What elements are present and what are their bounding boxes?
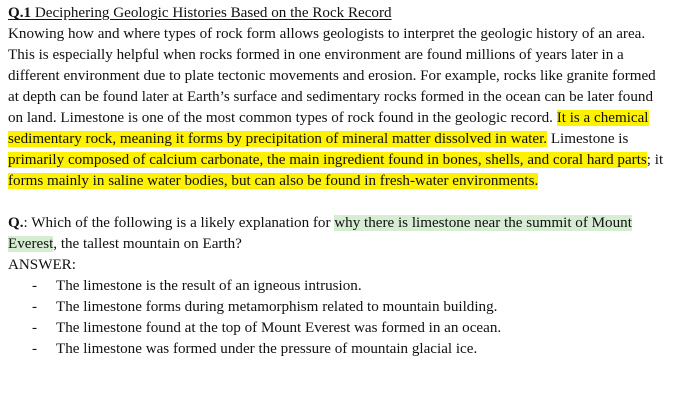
passage-text: Limestone is (547, 131, 629, 147)
question-prefix: : Which of the following is a likely explanation for (23, 215, 335, 231)
answer-label: ANSWER: (8, 257, 76, 273)
passage-highlight-calcium-carbonate: primarily composed of calcium carbonate, the main ingredient found in bones, shells, and coral hard parts (8, 152, 647, 168)
question-title: Deciphering Geologic Histories Based on the Rock Record (34, 5, 392, 21)
answer-text: The limestone was formed under the pressure of mountain glacial ice. (56, 341, 478, 357)
bullet-dash: - (32, 341, 38, 357)
answer-option[interactable] (8, 297, 667, 318)
bullet-dash: - (32, 299, 38, 315)
question-number: Q.1 (8, 5, 32, 21)
paragraph-spacer (8, 192, 667, 213)
question-heading (8, 3, 667, 24)
question-highlight: why there is limestone near the summit of Mount Everest (8, 215, 632, 252)
answer-text: The limestone is the result of an igneous intrusion. (56, 278, 362, 294)
answer-option[interactable] (8, 339, 667, 360)
passage-text: ; it (646, 152, 664, 168)
bullet-dash: - (32, 278, 38, 294)
passage-intro: Knowing how and where types of rock form allows geologists to interpret the geologic history of an area. This is especially helpful when rocks formed in one environment are found millions of years later in a different environment due to plate tectonic movements and erosion. For example, rocks like granite formed at depth can be found later at Earth’s surface and sedimentary rocks formed in the ocean can be later found on land. Limestone is one of the most common types of rock found in the geologic record. (8, 26, 656, 126)
bullet-dash: - (32, 320, 38, 336)
answer-text: The limestone found at the top of Mount Everest was formed in an ocean. (56, 320, 502, 336)
answer-list (8, 276, 667, 360)
passage-paragraph (8, 24, 667, 192)
answer-text: The limestone forms during metamorphism related to mountain building. (56, 299, 498, 315)
passage-highlight-chemical-sedimentary: It is a chemical sedimentary rock, meaning it forms by precipitation of mineral matter dissolved in water. (8, 110, 649, 147)
question-suffix: , the tallest mountain on Earth? (53, 236, 242, 252)
answer-option[interactable] (8, 276, 667, 297)
question-label: Q. (8, 215, 24, 231)
passage-highlight-saline-water: forms mainly in saline water bodies, but can also be found in fresh-water environments. (8, 173, 539, 189)
question-stem (8, 213, 667, 255)
answer-option[interactable] (8, 318, 667, 339)
